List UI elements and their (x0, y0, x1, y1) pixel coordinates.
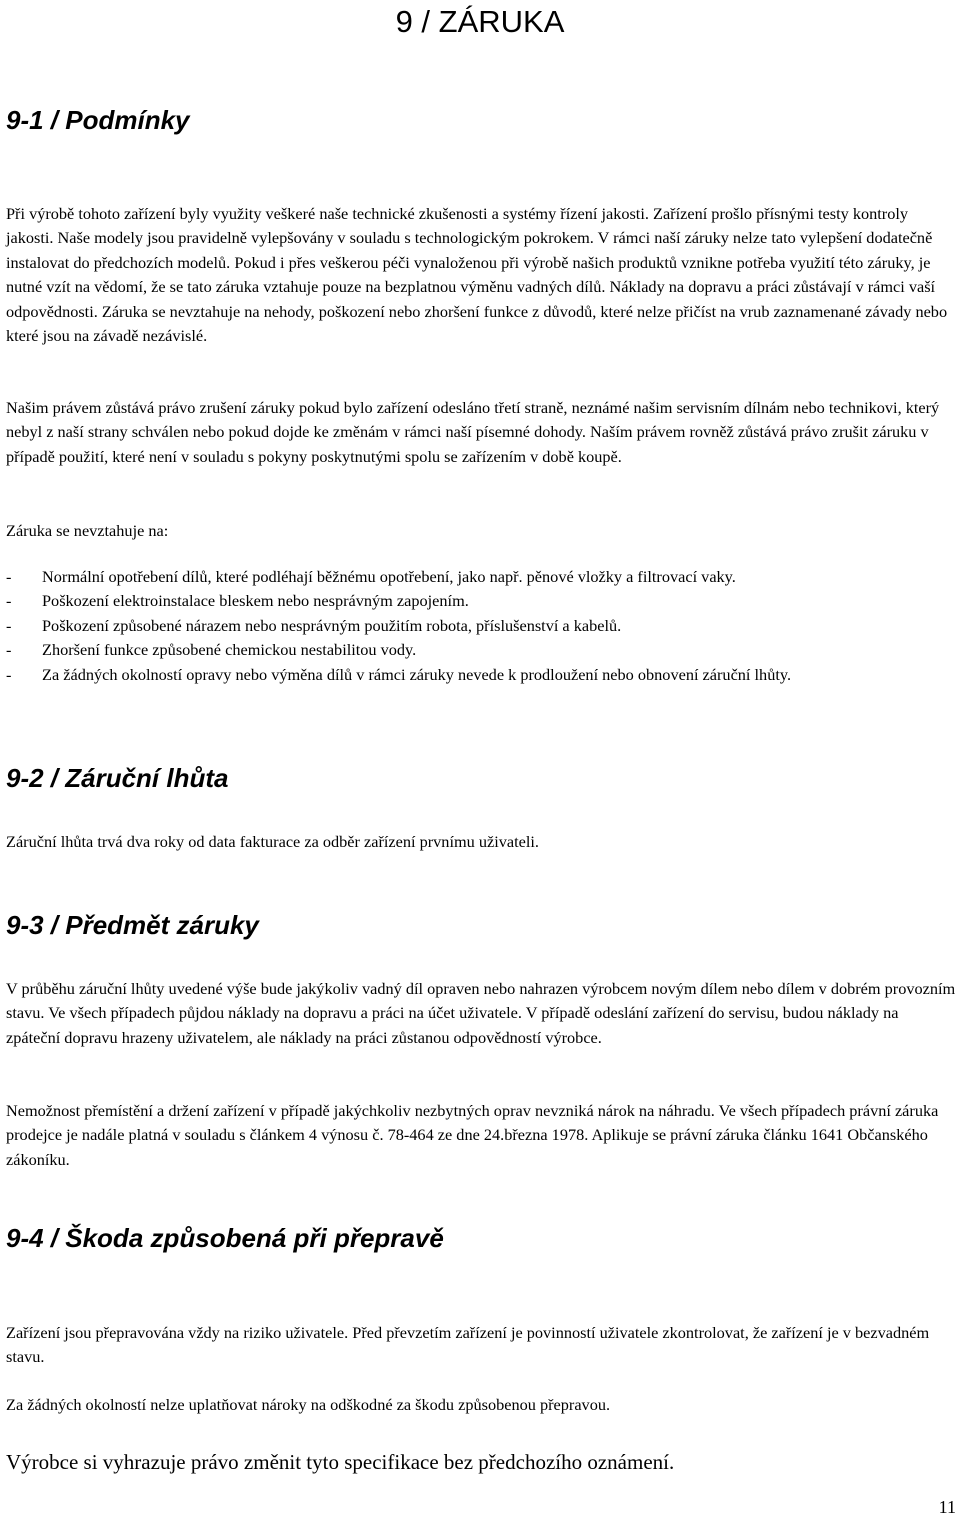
list-dash: - (6, 640, 12, 660)
conditions-paragraph-2: Našim právem zůstává právo zrušení záruky pokud bylo zařízení odesláno třetí straně, neznámé našim servisním dílnám nebo technikovi, který nebyl z naší strany schválen nebo pokud dojde ke změnám v rámci naší písemné dohody. Naším právem rovněž zůstává právo zrušit záruku v případě použití, které není v souladu s pokyny poskytnutými spolu se zařízením v době koupě. (6, 398, 940, 466)
warranty-subject-paragraph-2: Nemožnost přemístění a držení zařízení v případě jakýchkoliv nezbytných oprav nevzniká nárok na náhradu. Ve všech případech právní záruka prodejce je nadále platná v souladu s článkem 4 výnosu č. 78-464 ze dne 24.března 1978. Aplikuje se právní záruka článku 1641 Občanského zákoníku. (6, 1101, 939, 1169)
warranty-period-paragraph: Záruční lhůta trvá dva roky od data fakturace za odběr zařízení prvnímu uživateli. (6, 832, 539, 851)
section-heading-warranty-subject: 9-3 / Předmět záruky (6, 910, 259, 940)
list-dash: - (6, 567, 12, 586)
transport-paragraph-1: Zařízení jsou přepravována vždy na riziko uživatele. Před převzetím zařízení je povinností uživatele zkontrolovat, že zařízení je v bezvadném stavu. (6, 1323, 930, 1367)
list-item: - Za žádných okolností opravy nebo výměna dílů v rámci záruky nevede k prodloužení nebo obnovení záruční lhůty. (6, 663, 956, 687)
warranty-subject-paragraph-1: V průběhu záruční lhůty uvedené výše bude jakýkoliv vadný díl opraven nebo nahrazen výrobcem novým dílem nebo dílem v dobrém provozním stavu. Ve všech případech půjdou náklady na dopravu a práci na účet uživatele. V případě odeslání zařízení do servisu, budou náklady na zpáteční dopravu hrazeny uživatelem, ale náklady na práci zůstanou odpovědností výrobce. (6, 979, 956, 1047)
section-heading-conditions: 9-1 / Podmínky (6, 105, 190, 135)
list-dash: - (6, 615, 12, 635)
list-item: - Poškození elektroinstalace bleskem nebo nesprávným zapojením. (6, 589, 956, 613)
section-heading-transport-damage: 9-4 / Škoda způsobená při přepravě (6, 1223, 444, 1253)
transport-paragraph-2: Za žádných okolností nelze uplatňovat nároky na odškodné za škodu způsobenou přepravou. (6, 1395, 611, 1414)
exclusions-list (6, 565, 956, 687)
list-dash: - (6, 664, 12, 684)
page-title: 9 / ZÁRUKA (395, 4, 565, 39)
list-dash: - (6, 591, 12, 611)
exclusions-intro: Záruka se nevztahuje na: (6, 521, 169, 540)
specification-disclaimer: Výrobce si vyhrazuje právo změnit tyto specifikace bez předchozího oznámení. (6, 1450, 675, 1474)
list-item: - Zhoršení funkce způsobené chemickou nestabilitou vody. (6, 638, 956, 662)
section-heading-warranty-period: 9-2 / Záruční lhůta (6, 763, 229, 793)
list-item: - Normální opotřebení dílů, které podléhají běžnému opotřebení, jako např. pěnové vložky a filtrovací vaky. (6, 565, 956, 589)
conditions-paragraph-1: Při výrobě tohoto zařízení byly využity veškeré naše technické zkušenosti a systémy řízení jakosti. Zařízení prošlo přísnými testy kontroly jakosti. Naše modely jsou pravidelně vylepšovány v souladu s technologickým pokrokem. V rámci naší záruky nelze tato vylepšení dodatečně instalovat do předchozích modelů. Pokud i přes veškerou péči vynaloženou při výrobě našich produktů vznikne potřeba využití této záruky, je nutné vzít na vědomí, že se tato záruka vztahuje pouze na bezplatnou výměnu vadných dílů. Náklady na dopravu a práci zůstávají v rámci vaší odpovědnosti. Záruka se nevztahuje na nehody, poškození nebo zhoršení funkce z důvodů, které nelze přičíst na vrub zaznamenané závady nebo které jsou na závadě nezávislé. (6, 204, 948, 346)
page-number: 11 (938, 1497, 956, 1517)
list-item: - Poškození způsobené nárazem nebo nesprávným použitím robota, příslušenství a kabelů. (6, 614, 956, 638)
